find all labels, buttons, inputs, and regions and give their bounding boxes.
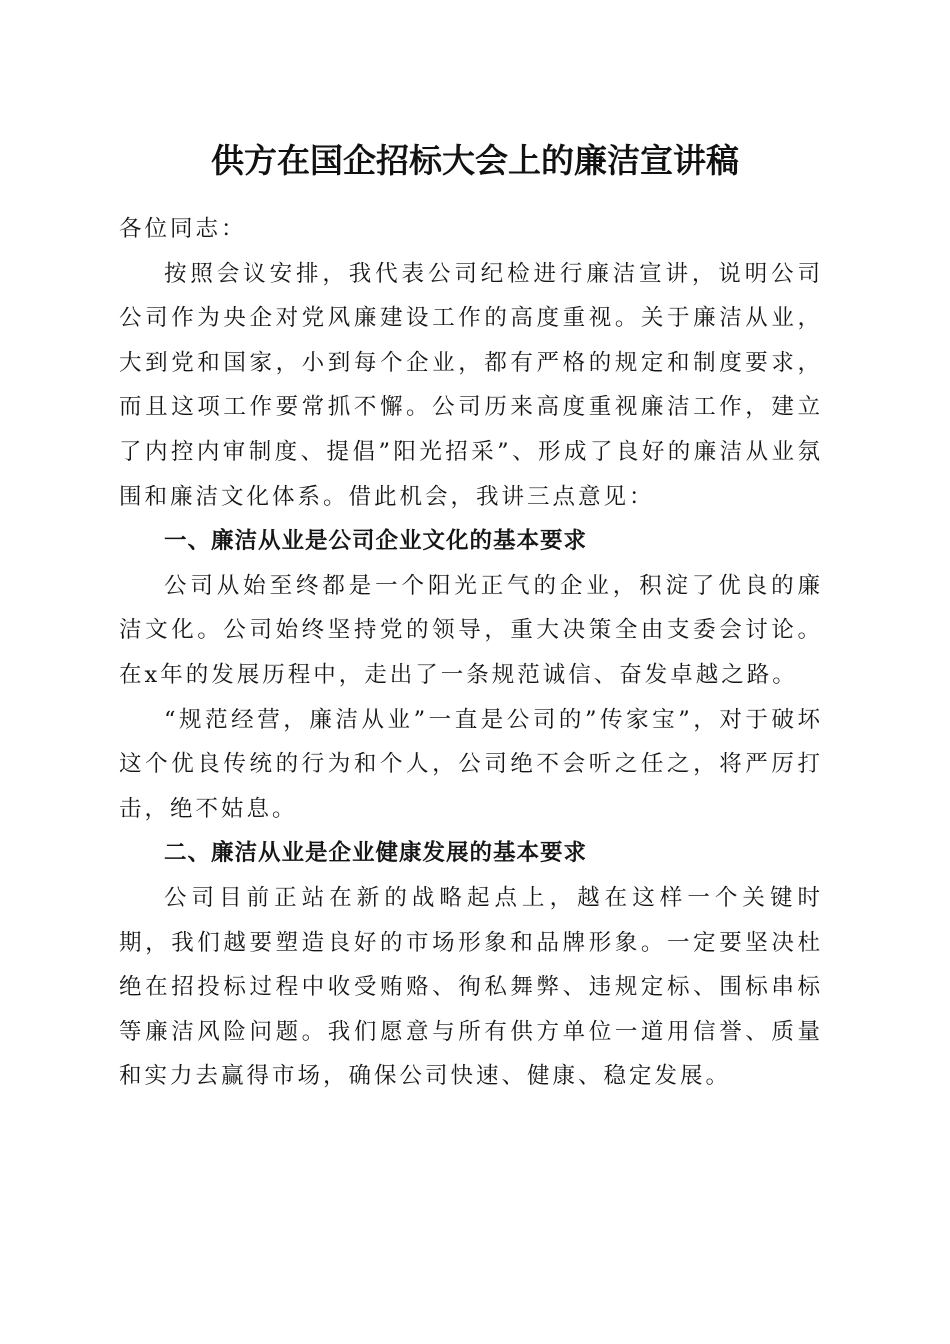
intro-paragraph: 按照会议安排，我代表公司纪检进行廉洁宣讲，说明公司公司作为央企对党风廉建设工作的高度重视。关于廉洁从业，大到党和国家，小到每个企业，都有严格的规定和制度要求，而且这项工作要常抓不懈。公司历来高度重视廉洁工作，建立了内控内审制度、提倡”阳光招采”、形成了良好的廉洁从业氛围和廉洁文化体系。借此机会，我讲三点意见： [119,260,823,510]
paragraph-1: 公司从始至终都是一个阳光正气的企业，积淀了优良的廉洁文化。公司始终坚持党的领导，重大决策全由支委会讨论。在x年的发展历程中，走出了一条规范诚信、奋发卓越之路。 [119,572,823,688]
document-body [119,207,823,1099]
paragraph-2: “规范经营，廉洁从业”一直是公司的”传家宝”，对于破坏这个优良传统的行为和个人，公司绝不会听之任之，将严厉打击，绝不姑息。 [119,706,823,822]
paragraph-3: 公司目前正站在新的战略起点上，越在这样一个关键时期，我们越要塑造良好的市场形象和品牌形象。一定要坚决杜绝在招投标过程中收受贿赂、徇私舞弊、违规定标、围标串标等廉洁风险问题。我们愿意与所有供方单位一道用信誉、质量和实力去赢得市场，确保公司快速、健康、稳定发展。 [119,884,823,1090]
section-heading-2: 二、廉洁从业是企业健康发展的基本要求 [164,840,588,867]
salutation: 各位同志： [119,216,247,242]
document-title: 供方在国企招标大会上的廉洁宣讲稿 [211,141,739,180]
section-heading-1: 一、廉洁从业是公司企业文化的基本要求 [164,528,588,555]
